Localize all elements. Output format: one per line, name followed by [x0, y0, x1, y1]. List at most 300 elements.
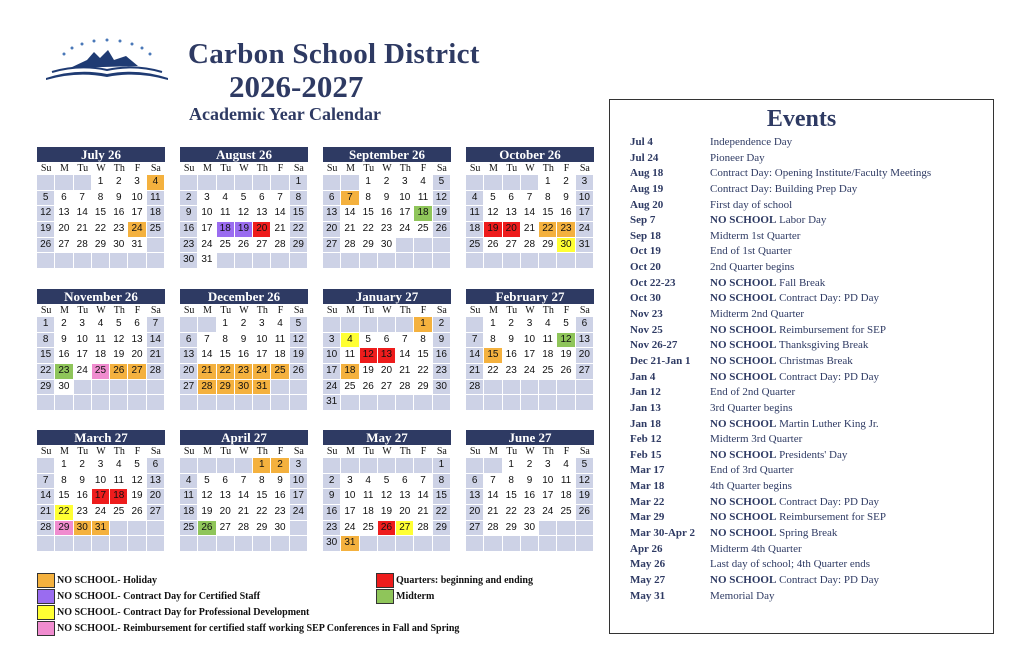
empty-cell [74, 395, 92, 411]
day-cell: 4 [341, 333, 359, 349]
weekday-label: Sa [579, 446, 590, 457]
event-date: Nov 26-27 [630, 339, 678, 352]
day-cell: 26 [378, 521, 396, 537]
day-cell: 25 [92, 364, 110, 380]
day-cell: 19 [576, 489, 594, 505]
empty-cell [323, 253, 341, 269]
day-cell: 21 [235, 505, 253, 521]
month-title: August 26 [180, 147, 308, 162]
day-cell: 24 [128, 222, 146, 238]
event-row [630, 417, 931, 433]
day-cell: 26 [484, 238, 502, 254]
day-cell: 27 [323, 238, 341, 254]
day-cell: 23 [74, 505, 92, 521]
empty-cell [360, 395, 378, 411]
weekday-label: Tu [77, 163, 89, 174]
weekday-label: Su [469, 446, 481, 457]
event-text: Martin Luther King Jr. [779, 417, 879, 430]
day-cell: 4 [539, 317, 557, 333]
empty-cell [37, 458, 55, 474]
day-cell: 26 [557, 364, 575, 380]
event-description [710, 526, 837, 542]
day-cell: 31 [198, 253, 216, 269]
day-cell: 6 [55, 191, 73, 207]
event-text: Labor Day [779, 214, 827, 227]
empty-cell [110, 521, 128, 537]
event-date: Feb 15 [630, 448, 662, 461]
day-cell: 14 [484, 489, 502, 505]
event-date: Jan 13 [630, 401, 661, 414]
day-cell: 15 [92, 206, 110, 222]
empty-cell [92, 253, 110, 269]
day-cell: 1 [37, 317, 55, 333]
event-row [630, 276, 931, 292]
no-school-label: NO SCHOOL [710, 527, 777, 540]
no-school-label: NO SCHOOL [710, 276, 777, 289]
empty-cell [521, 175, 539, 191]
weekday-label: W [382, 163, 392, 174]
empty-cell [128, 253, 146, 269]
day-cell: 26 [576, 505, 594, 521]
empty-cell [484, 395, 502, 411]
day-cell: 24 [396, 222, 414, 238]
day-cell: 28 [484, 521, 502, 537]
weekday-label: Sa [150, 446, 161, 457]
day-cell: 12 [290, 333, 308, 349]
day-cell: 20 [180, 364, 198, 380]
day-cell: 22 [414, 364, 432, 380]
empty-cell [253, 253, 271, 269]
weekday-label: W [239, 305, 249, 316]
empty-cell [484, 175, 502, 191]
empty-cell [466, 536, 484, 552]
day-cell: 4 [180, 474, 198, 490]
event-text: End of 3rd Quarter [710, 464, 794, 477]
day-cell: 6 [128, 317, 146, 333]
day-cell: 19 [433, 206, 451, 222]
empty-cell [466, 253, 484, 269]
day-cell: 22 [539, 222, 557, 238]
event-description [710, 589, 774, 605]
day-cell: 12 [576, 474, 594, 490]
empty-cell [37, 395, 55, 411]
empty-cell [557, 521, 575, 537]
day-cell: 10 [521, 333, 539, 349]
day-cell: 7 [147, 317, 165, 333]
day-cell: 18 [217, 222, 235, 238]
weekday-label: Su [40, 305, 52, 316]
event-row [630, 557, 931, 573]
day-cell: 23 [55, 364, 73, 380]
day-cell: 11 [466, 206, 484, 222]
day-cell: 27 [55, 238, 73, 254]
day-cell: 20 [396, 505, 414, 521]
day-cell: 27 [217, 521, 235, 537]
event-text: Fall Break [779, 276, 826, 289]
month-title: September 26 [323, 147, 451, 162]
day-cell: 4 [360, 474, 378, 490]
event-date: Feb 12 [630, 433, 662, 446]
empty-cell [433, 395, 451, 411]
event-text: Midterm 3rd Quarter [710, 433, 803, 446]
day-cell: 22 [217, 364, 235, 380]
empty-cell [396, 253, 414, 269]
day-cell: 7 [235, 474, 253, 490]
month-title: May 27 [323, 430, 451, 445]
day-cell: 28 [198, 380, 216, 396]
weekday-header [37, 304, 165, 317]
empty-cell [217, 458, 235, 474]
event-date: May 31 [630, 589, 666, 602]
day-cell: 11 [147, 191, 165, 207]
day-cell: 28 [74, 238, 92, 254]
day-cell: 20 [323, 222, 341, 238]
day-cell: 16 [557, 206, 575, 222]
event-text: Presidents' Day [779, 448, 848, 461]
legend-item [37, 573, 157, 588]
day-cell: 26 [433, 222, 451, 238]
day-cell: 30 [271, 521, 289, 537]
empty-cell [433, 253, 451, 269]
empty-cell [217, 536, 235, 552]
day-cell: 16 [74, 489, 92, 505]
weekday-header [323, 445, 451, 458]
day-cell: 14 [235, 489, 253, 505]
empty-cell [360, 317, 378, 333]
day-cell: 9 [180, 206, 198, 222]
day-cell: 25 [360, 521, 378, 537]
day-cell: 29 [92, 238, 110, 254]
weekday-label: M [345, 305, 355, 316]
weekday-header [180, 304, 308, 317]
day-cell: 26 [360, 380, 378, 396]
event-text: Contract Day: Building Prep Day [710, 182, 858, 195]
event-row [630, 495, 931, 511]
day-cell: 4 [466, 191, 484, 207]
event-description [710, 213, 826, 229]
empty-cell [128, 536, 146, 552]
day-cell: 31 [323, 395, 341, 411]
day-cell: 7 [341, 191, 359, 207]
event-date: Nov 23 [630, 308, 663, 321]
day-cell: 3 [323, 333, 341, 349]
day-cell: 27 [147, 505, 165, 521]
day-cell: 28 [37, 521, 55, 537]
day-cell: 9 [235, 333, 253, 349]
empty-cell [539, 536, 557, 552]
event-text: Contract Day: PD Day [779, 370, 879, 383]
empty-cell [271, 536, 289, 552]
weekday-label: Tu [363, 305, 375, 316]
weekday-label: Tu [363, 446, 375, 457]
day-cell: 2 [110, 175, 128, 191]
day-cell: 14 [147, 333, 165, 349]
day-cell: 30 [433, 380, 451, 396]
event-text: Last day of school; 4th Quarter ends [710, 558, 871, 571]
day-cell: 13 [396, 489, 414, 505]
day-cell: 1 [484, 317, 502, 333]
empty-cell [466, 317, 484, 333]
day-cell: 25 [180, 521, 198, 537]
empty-cell [521, 395, 539, 411]
empty-cell [55, 536, 73, 552]
empty-cell [378, 458, 396, 474]
weekday-header [466, 304, 594, 317]
weekday-label: Su [469, 305, 481, 316]
day-cell: 5 [360, 333, 378, 349]
day-grid [323, 458, 451, 552]
day-cell: 16 [521, 489, 539, 505]
event-row [630, 479, 931, 495]
day-cell: 30 [378, 238, 396, 254]
day-cell: 20 [466, 505, 484, 521]
day-cell: 27 [378, 380, 396, 396]
day-cell: 14 [37, 489, 55, 505]
empty-cell [180, 536, 198, 552]
event-date: Jan 4 [630, 370, 656, 383]
empty-cell [466, 175, 484, 191]
day-cell: 2 [323, 474, 341, 490]
empty-cell [147, 238, 165, 254]
day-cell: 17 [198, 222, 216, 238]
event-description [710, 510, 886, 526]
day-cell: 26 [198, 521, 216, 537]
day-cell: 10 [92, 474, 110, 490]
empty-cell [128, 521, 146, 537]
empty-cell [576, 380, 594, 396]
day-cell: 29 [37, 380, 55, 396]
day-cell: 10 [128, 191, 146, 207]
weekday-label: Su [326, 163, 338, 174]
month-december-26 [180, 289, 308, 411]
calendar-subtitle: Academic Year Calendar [189, 104, 381, 124]
weekday-label: F [134, 305, 141, 316]
day-cell: 31 [576, 238, 594, 254]
day-cell: 2 [235, 317, 253, 333]
day-cell: 13 [128, 333, 146, 349]
event-description [710, 182, 857, 198]
day-cell: 3 [92, 458, 110, 474]
day-cell: 14 [271, 206, 289, 222]
day-cell: 28 [147, 364, 165, 380]
day-cell: 24 [198, 238, 216, 254]
empty-cell [128, 395, 146, 411]
day-cell: 10 [253, 333, 271, 349]
event-date: Mar 22 [630, 495, 665, 508]
event-description [710, 244, 792, 260]
day-cell: 5 [235, 191, 253, 207]
day-cell: 13 [466, 489, 484, 505]
weekday-label: W [382, 446, 392, 457]
empty-cell [198, 175, 216, 191]
event-text: Spring Break [779, 527, 838, 540]
event-date: Jul 4 [630, 136, 653, 148]
empty-cell [360, 536, 378, 552]
empty-cell [235, 395, 253, 411]
day-cell: 1 [290, 175, 308, 191]
weekday-label: M [202, 446, 212, 457]
event-text: Thanksgiving Break [778, 339, 869, 352]
event-date: Aug 20 [630, 198, 664, 211]
empty-cell [484, 536, 502, 552]
day-cell: 24 [341, 521, 359, 537]
event-date: Oct 19 [630, 245, 661, 258]
no-school-label: NO SCHOOL [710, 495, 777, 508]
day-cell: 29 [253, 521, 271, 537]
day-cell: 27 [503, 238, 521, 254]
day-cell: 23 [110, 222, 128, 238]
empty-cell [37, 253, 55, 269]
weekday-header [466, 445, 594, 458]
day-cell: 15 [484, 348, 502, 364]
day-cell: 6 [576, 317, 594, 333]
day-cell: 8 [539, 191, 557, 207]
weekday-label: Th [542, 446, 554, 457]
weekday-label: F [420, 446, 427, 457]
day-cell: 12 [128, 474, 146, 490]
weekday-label: W [239, 163, 249, 174]
empty-cell [466, 395, 484, 411]
day-cell: 29 [503, 521, 521, 537]
event-description [710, 151, 765, 167]
empty-cell [253, 536, 271, 552]
day-cell: 4 [271, 317, 289, 333]
no-school-label: NO SCHOOL [710, 214, 777, 227]
empty-cell [110, 536, 128, 552]
day-cell: 1 [414, 317, 432, 333]
legend-label: Midterm [396, 590, 435, 602]
day-cell: 17 [539, 489, 557, 505]
day-cell: 10 [396, 191, 414, 207]
event-text: Independence Day [710, 136, 793, 148]
day-grid [466, 458, 594, 552]
month-february-27 [466, 289, 594, 411]
day-cell: 10 [198, 206, 216, 222]
month-title: November 26 [37, 289, 165, 304]
empty-cell [55, 175, 73, 191]
empty-cell [180, 317, 198, 333]
day-cell: 15 [217, 348, 235, 364]
event-row [630, 573, 931, 589]
event-text: Midterm 1st Quarter [710, 229, 801, 242]
day-cell: 9 [378, 191, 396, 207]
day-cell: 6 [466, 474, 484, 490]
day-cell: 24 [253, 364, 271, 380]
day-cell: 22 [253, 505, 271, 521]
empty-cell [484, 253, 502, 269]
weekday-label: Su [469, 163, 481, 174]
month-november-26 [37, 289, 165, 411]
empty-cell [539, 521, 557, 537]
weekday-label: Tu [220, 163, 232, 174]
day-grid [323, 175, 451, 269]
legend-item [376, 573, 533, 588]
day-cell: 18 [360, 505, 378, 521]
empty-cell [290, 521, 308, 537]
day-cell: 21 [147, 348, 165, 364]
day-cell: 12 [557, 333, 575, 349]
day-cell: 1 [253, 458, 271, 474]
weekday-label: F [277, 163, 284, 174]
day-cell: 12 [433, 191, 451, 207]
legend-swatch [37, 589, 55, 604]
day-cell: 12 [110, 333, 128, 349]
day-cell: 17 [253, 348, 271, 364]
weekday-label: W [239, 446, 249, 457]
day-cell: 5 [576, 458, 594, 474]
day-cell: 13 [378, 348, 396, 364]
day-cell: 11 [539, 333, 557, 349]
day-grid [180, 458, 308, 552]
empty-cell [128, 380, 146, 396]
empty-cell [396, 458, 414, 474]
day-cell: 25 [271, 364, 289, 380]
weekday-label: F [134, 163, 141, 174]
event-row [630, 448, 931, 464]
day-grid [37, 175, 165, 269]
day-cell: 27 [576, 364, 594, 380]
day-cell: 28 [341, 238, 359, 254]
day-cell: 8 [484, 333, 502, 349]
weekday-label: Th [542, 163, 554, 174]
legend-label: NO SCHOOL- Contract Day for Professional Development [57, 606, 310, 618]
day-cell: 11 [414, 191, 432, 207]
event-description [710, 198, 792, 214]
event-description [710, 276, 825, 292]
event-date: Mar 30-Apr 2 [630, 527, 695, 540]
empty-cell [539, 380, 557, 396]
legend-swatch [37, 621, 55, 636]
empty-cell [290, 536, 308, 552]
day-cell: 17 [341, 505, 359, 521]
weekday-label: Tu [220, 305, 232, 316]
day-cell: 20 [253, 222, 271, 238]
day-cell: 25 [539, 364, 557, 380]
legend-label: NO SCHOOL- Contract Day for Certified Staff [57, 590, 261, 602]
empty-cell [253, 395, 271, 411]
day-cell: 13 [323, 206, 341, 222]
event-row [630, 291, 931, 307]
day-cell: 28 [466, 380, 484, 396]
day-cell: 6 [503, 191, 521, 207]
empty-cell [217, 175, 235, 191]
day-cell: 31 [92, 521, 110, 537]
event-description [710, 385, 795, 401]
weekday-label: Su [183, 446, 195, 457]
empty-cell [271, 253, 289, 269]
day-cell: 1 [55, 458, 73, 474]
day-cell: 25 [147, 222, 165, 238]
empty-cell [235, 175, 253, 191]
day-cell: 15 [360, 206, 378, 222]
day-cell: 27 [128, 364, 146, 380]
event-date: Oct 20 [630, 261, 661, 274]
event-row [630, 182, 931, 198]
month-june-27 [466, 430, 594, 552]
day-cell: 3 [396, 175, 414, 191]
day-cell: 24 [539, 505, 557, 521]
event-row [630, 542, 931, 558]
empty-cell [557, 395, 575, 411]
empty-cell [147, 395, 165, 411]
legend-swatch [376, 573, 394, 588]
event-row [630, 166, 931, 182]
day-grid [466, 175, 594, 269]
day-cell: 22 [37, 364, 55, 380]
event-description [710, 463, 793, 479]
empty-cell [466, 458, 484, 474]
empty-cell [414, 536, 432, 552]
